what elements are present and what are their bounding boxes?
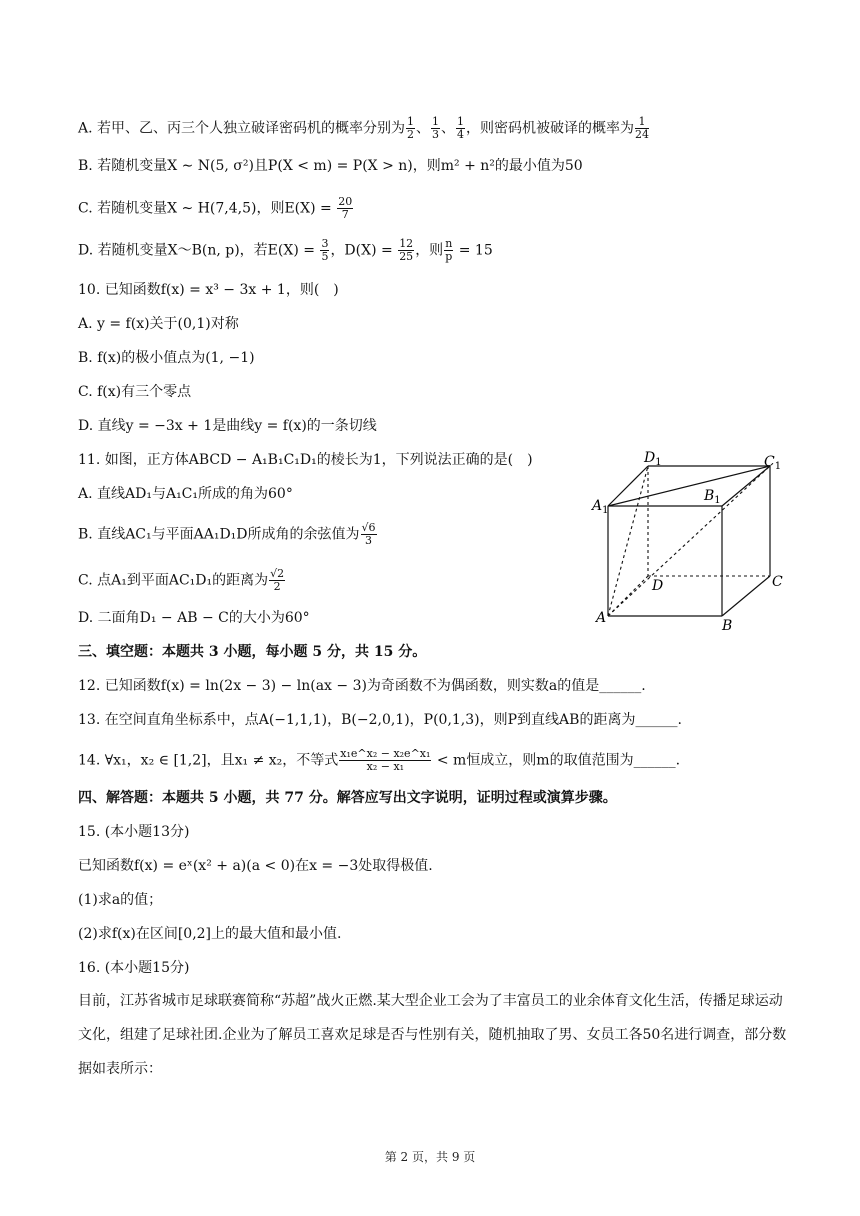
q15-part-2: (2)求f(x)在区间[0,2]上的最大值和最小值. [78,926,342,942]
q13: 13. 在空间直角坐标系中，点A(−1,1,1)，B(−2,0,1)，P(0,1,3)，则P到直线AB的距离为______. [78,712,682,728]
q14-post: < m恒成立，则m的取值范围为______. [432,752,681,769]
fraction [456,116,465,141]
label-c1: $C_1$ [764,454,782,472]
q10-option-d: D. 直线y = −3x + 1是曲线y = f(x)的一条切线 [78,418,377,434]
q9-a-text: A. 若甲、乙、丙三个人独立破译密码机的概率分别为 [78,120,406,137]
q11-option-d: D. 二面角D₁ − AB − C的大小为60° [78,610,310,626]
frac-num: 1 [407,115,415,128]
q11-b-text: B. 直线AC₁与平面AA₁D₁D所成角的余弦值为 [78,526,360,543]
q9-option-a [78,116,650,141]
separator: 、 [416,120,431,137]
fraction [269,568,285,593]
q14 [78,748,680,773]
frac-num: 1 [635,116,649,129]
cube-figure [588,444,788,634]
label-a1: $A_1$ [592,498,609,516]
hidden-line-a-d1 [608,466,648,616]
q9-a-mid: ，则密码机被破译的概率为 [466,120,635,137]
label-b1: $B_1$ [704,488,721,506]
frac-den: 2 [273,580,281,593]
frac-num: 1 [432,115,440,128]
frac-num: 12 [399,237,414,250]
q12: 12. 已知函数f(x) = ln(2x − 3) − ln(ax − 3)为奇函数不为偶函数，则实数a的值是______. [78,678,646,694]
frac-num: 20 [338,195,353,208]
frac-den: 25 [399,250,414,263]
frac-den: 7 [341,208,349,221]
fraction [406,116,415,141]
label-d1: $D_1$ [644,450,662,468]
q11-option-a: A. 直线AD₁与A₁C₁所成的角为60° [78,486,293,502]
frac-den: 4 [457,128,465,141]
fraction [635,116,649,141]
q9-c-text: C. 若随机变量X ∼ H(7,4,5)，则E(X) = [78,200,337,217]
fraction [398,238,414,263]
frac-den: 5 [321,250,329,263]
q11-option-c [78,568,286,593]
fraction [337,196,353,221]
q9-option-c [78,196,354,221]
fraction [444,238,453,263]
edge-b-c [722,576,770,616]
frac-den: 2 [407,128,415,141]
q15-title: 15. (本小题13分) [78,824,190,840]
q11-c-text: C. 点A₁到平面AC₁D₁的距离为 [78,572,269,589]
frac-den: 3 [365,534,373,547]
q9-d-text: D. 若随机变量X～B(n, p)，若E(X) = [78,242,320,259]
section-4-heading: 四、解答题：本题共 5 小题，共 77 分。解答应写出文字说明，证明过程或演算步骤。 [78,790,617,806]
q14-text: 14. ∀x₁，x₂ ∈ [1,2]，且x₁ ≠ x₂，不等式 [78,752,339,769]
section-3-heading: 三、填空题：本题共 3 小题，每小题 5 分，共 15 分。 [78,644,427,660]
q11-option-b [78,522,378,547]
frac-num: 3 [321,237,329,250]
q16-title: 16. (本小题15分) [78,960,190,976]
q9-option-d [78,238,493,263]
q10-option-b: B. f(x)的极小值点为(1, −1) [78,350,255,366]
q9-d-mid2: ，则 [415,242,444,259]
fraction [339,748,431,773]
frac-den: x₂ − x₁ [366,760,405,773]
q15-part-1: (1)求a的值； [78,892,163,908]
fraction [320,238,329,263]
q9-option-b: B. 若随机变量X ∼ N(5, σ²)且P(X < m) = P(X > n)，则m² + n²的最小值为50 [78,158,583,174]
q10-option-a: A. y = f(x)关于(0,1)对称 [78,316,239,332]
label-d: D [652,578,664,594]
q16-stem: 目前，江苏省城市足球联赛简称“苏超”战火正燃.某大型企业工会为了丰富员工的业余体育文化生活，传播足球运动文化，组建了足球社团.企业为了解员工喜欢足球是否与性别有关，随机抽取了男、女员工各50名进行调查，部分数据如表所示： [78,993,787,1077]
page-footer: 第 2 页，共 9 页 [384,1150,476,1164]
edge-a1-d1 [608,466,648,506]
frac-den: p [445,250,453,263]
frac-num: √6 [361,521,376,534]
frac-num: x₁e^x₂ − x₂e^x₁ [340,747,431,760]
q11-stem: 11. 如图，正方体ABCD − A₁B₁C₁D₁的棱长为1，下列说法正确的是( ) [78,452,533,468]
hidden-line-a-c1 [608,466,770,616]
frac-num: n [445,237,453,250]
q10-option-c: C. f(x)有三个零点 [78,384,192,400]
q9-d-mid: ，D(X) = [330,242,398,259]
q15-stem: 已知函数f(x) = eˣ(x² + a)(a < 0)在x = −3处取得极值. [78,858,433,874]
frac-den: 24 [635,128,650,141]
q9-d-end: = 15 [454,242,493,259]
fraction [361,522,377,547]
q10-stem: 10. 已知函数f(x) = x³ − 3x + 1，则( ) [78,282,339,298]
label-b: B [722,618,733,634]
frac-den: 3 [432,128,440,141]
separator: 、 [441,120,456,137]
frac-num: √2 [270,567,285,580]
label-a: A [596,610,607,626]
fraction [431,116,440,141]
label-c: C [772,574,783,590]
frac-num: 1 [457,115,465,128]
